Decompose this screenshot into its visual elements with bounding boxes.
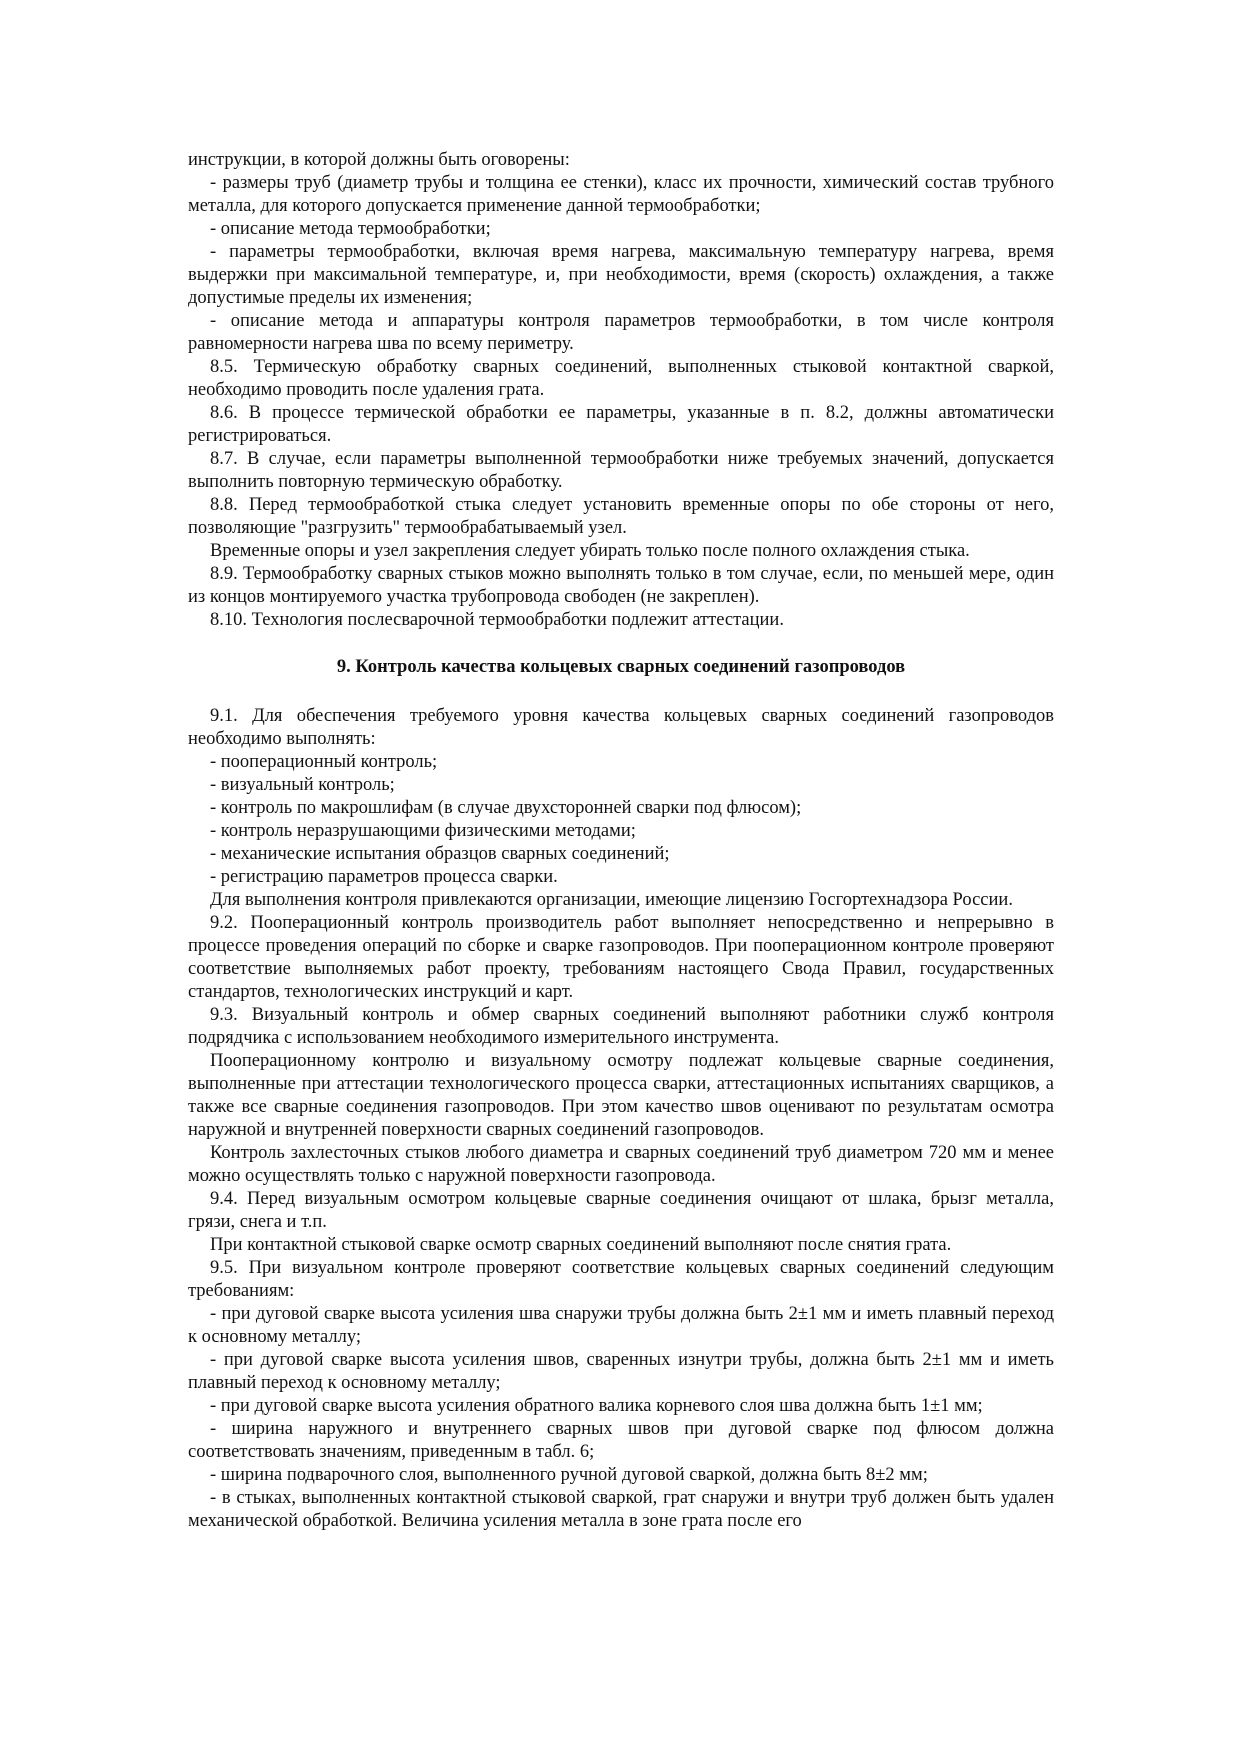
clause-9-3: 9.3. Визуальный контроль и обмер сварных соединений выполняют работники служб контроля подрядчика с использованием необходимого измерительного инструмента. <box>188 1005 1054 1048</box>
section-9-heading: 9. Контроль качества кольцевых сварных соединений газопроводов <box>336 657 906 677</box>
document-page <box>188 149 1054 1533</box>
list-item: - пооперационный контроль; <box>210 752 438 772</box>
list-item: - при дуговой сварке высота усиления шва снаружи трубы должна быть 2±1 мм и иметь плавный переход к основному металлу; <box>188 1304 1054 1347</box>
list-item: - ширина наружного и внутреннего сварных швов при дуговой сварке под флюсом должна соответствовать значениям, приведенным в табл. 6; <box>188 1419 1054 1462</box>
paragraph: Контроль захлесточных стыков любого диаметра и сварных соединений труб диаметром 720 мм и менее можно осуществлять только с наружной поверхности газопровода. <box>188 1143 1054 1186</box>
list-item: - в стыках, выполненных контактной стыковой сваркой, грат снаружи и внутри труб должен быть удален механической обработкой. Величина усиления металла в зоне грата после его <box>188 1488 1054 1531</box>
section-9-body <box>188 705 1054 1533</box>
clause-8-5: 8.5. Термическую обработку сварных соединений, выполненных стыковой контактной сваркой, необходимо проводить после удаления грата. <box>188 357 1054 400</box>
list-item: - визуальный контроль; <box>210 775 395 795</box>
list-item: - механические испытания образцов сварных соединений; <box>210 844 670 864</box>
clause-9-1: 9.1. Для обеспечения требуемого уровня качества кольцевых сварных соединений газопроводов необходимо выполнять: <box>188 706 1054 749</box>
list-item: - описание метода термообработки; <box>210 219 491 239</box>
paragraph: Для выполнения контроля привлекаются организации, имеющие лицензию Госгортехнадзора России. <box>210 890 1013 910</box>
list-item: - параметры термообработки, включая время нагрева, максимальную температуру нагрева, время выдержки при максимальной температуре, и, при необходимости, время (скорость) охлаждения, а также допустимые пределы их изменения; <box>188 242 1054 308</box>
list-item: - контроль неразрушающими физическими методами; <box>210 821 636 841</box>
list-item: - контроль по макрошлифам (в случае двухсторонней сварки под флюсом); <box>210 798 802 818</box>
list-item: - при дуговой сварке высота усиления швов, сваренных изнутри трубы, должна быть 2±1 мм и иметь плавный переход к основному металлу; <box>188 1350 1054 1393</box>
list-item: - ширина подварочного слоя, выполненного ручной дуговой сваркой, должна быть 8±2 мм; <box>210 1465 928 1485</box>
paragraph: Пооперационному контролю и визуальному осмотру подлежат кольцевые сварные соединения, выполненные при аттестации технологического процесса сварки, аттестационных испытаниях сварщиков, а также все сварные соединения газопроводов. При этом качество швов оценивают по результатам осмотра наружной и внутренней поверхности сварных соединений газопроводов. <box>188 1051 1054 1140</box>
clause-9-5: 9.5. При визуальном контроле проверяют соответствие кольцевых сварных соединений следующим требованиям: <box>188 1258 1054 1301</box>
list-item: - регистрацию параметров процесса сварки. <box>210 867 558 887</box>
list-item: - описание метода и аппаратуры контроля параметров термообработки, в том числе контроля равномерности нагрева шва по всему периметру. <box>188 311 1054 354</box>
clause-8-10: 8.10. Технология послесварочной термообработки подлежит аттестации. <box>210 610 784 630</box>
paragraph: При контактной стыковой сварке осмотр сварных соединений выполняют после снятия грата. <box>210 1235 952 1255</box>
paragraph: инструкции, в которой должны быть оговорены: <box>188 150 570 170</box>
clause-9-4: 9.4. Перед визуальным осмотром кольцевые сварные соединения очищают от шлака, брызг металла, грязи, снега и т.п. <box>188 1189 1054 1232</box>
clause-8-7: 8.7. В случае, если параметры выполненной термообработки ниже требуемых значений, допускается выполнить повторную термическую обработку. <box>188 449 1054 492</box>
clause-8-8: 8.8. Перед термообработкой стыка следует установить временные опоры по обе стороны от него, позволяющие "разгрузить" термообрабатываемый узел. <box>188 495 1054 538</box>
list-item: - размеры труб (диаметр трубы и толщина ее стенки), класс их прочности, химический состав трубного металла, для которого допускается применение данной термообработки; <box>188 173 1054 216</box>
paragraph: Временные опоры и узел закрепления следует убирать только после полного охлаждения стыка. <box>210 541 970 561</box>
clause-8-9: 8.9. Термообработку сварных стыков можно выполнять только в том случае, если, по меньшей мере, один из концов монтируемого участка трубопровода свободен (не закреплен). <box>188 564 1054 607</box>
clause-9-2: 9.2. Пооперационный контроль производитель работ выполняет непосредственно и непрерывно в процессе проведения операций по сборке и сварке газопроводов. При пооперационном контроле проверяют соответствие выполняемых работ проекту, требованиям настоящего Свода Правил, государственных стандартов, технологических инструкций и карт. <box>188 913 1054 1002</box>
clause-8-6: 8.6. В процессе термической обработки ее параметры, указанные в п. 8.2, должны автоматически регистрироваться. <box>188 403 1054 446</box>
list-item: - при дуговой сварке высота усиления обратного валика корневого слоя шва должна быть 1±1 мм; <box>210 1396 983 1416</box>
section-8-continuation <box>188 149 1054 632</box>
